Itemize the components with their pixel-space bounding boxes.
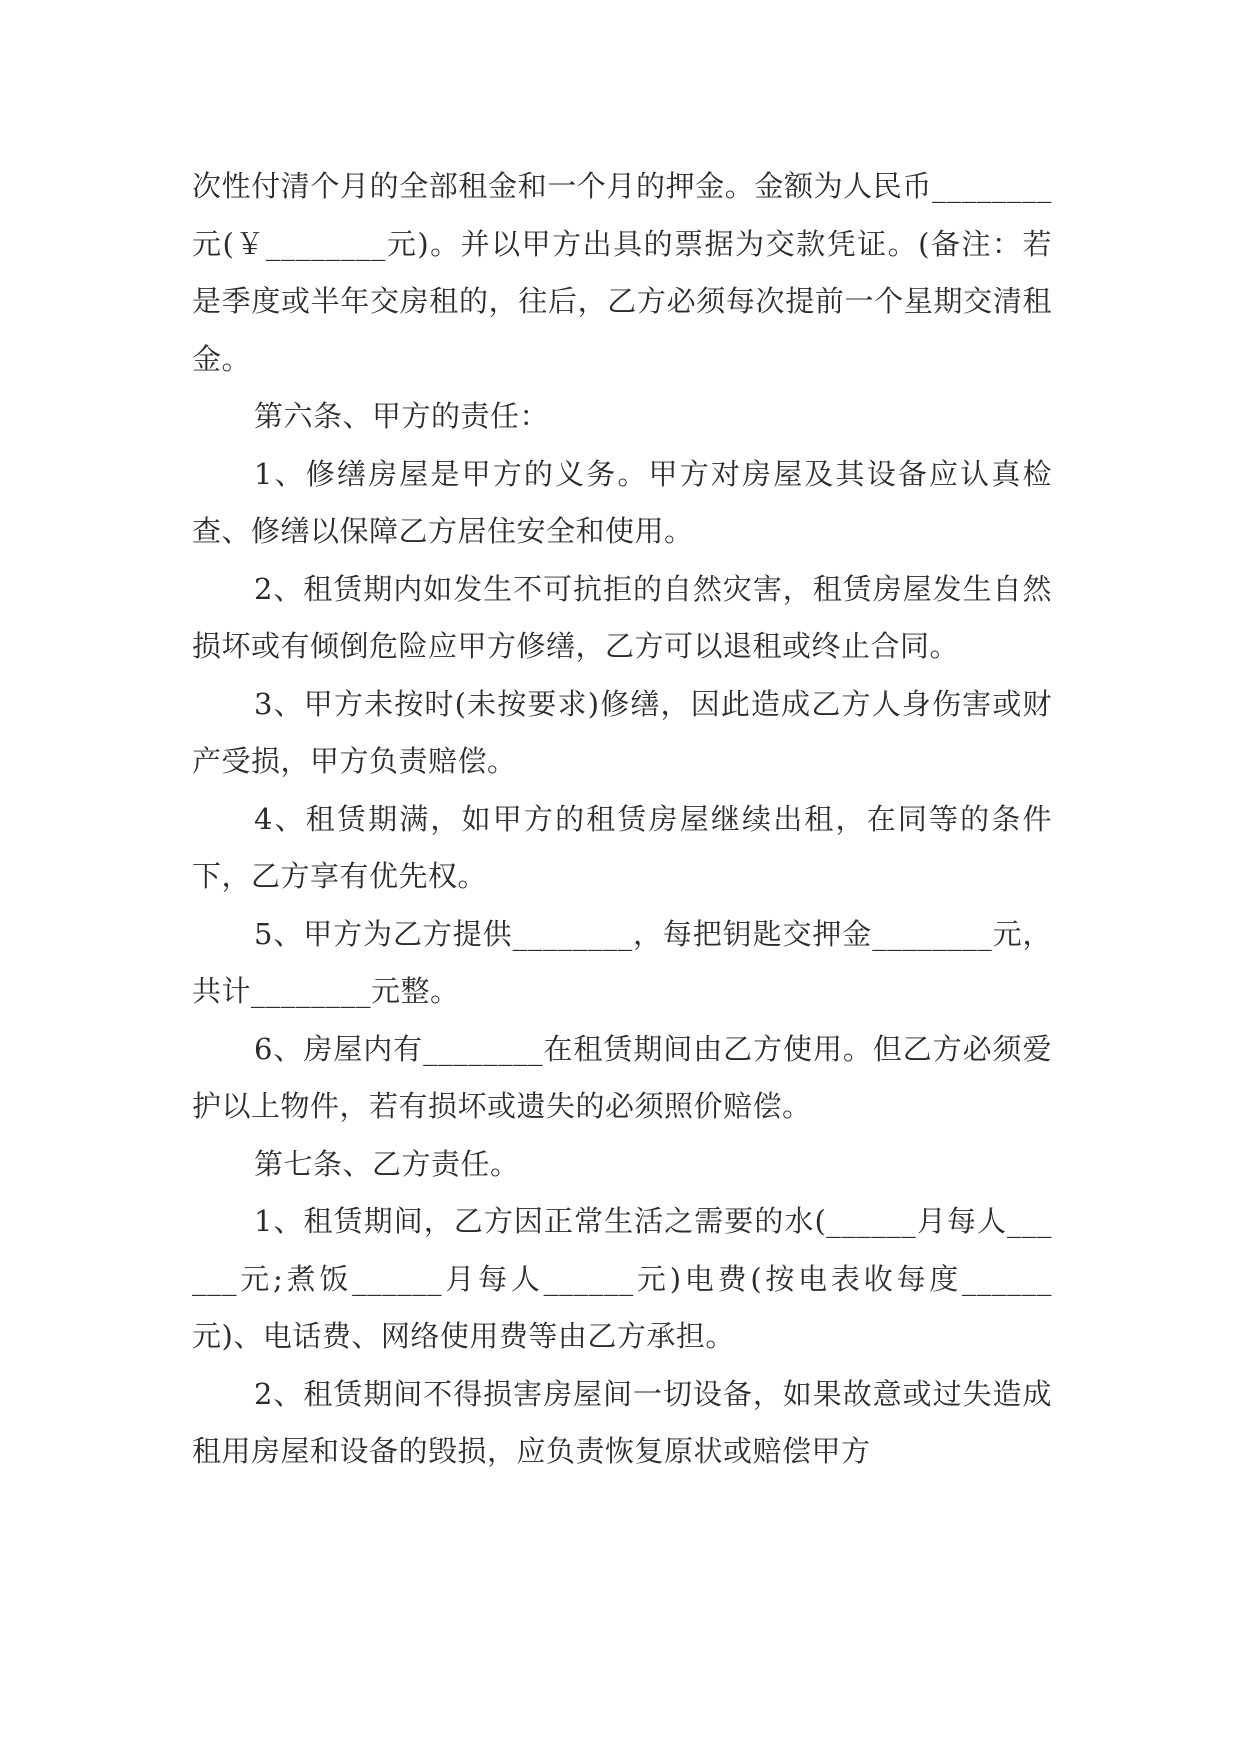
paragraph-6-4: 4、租赁期满，如甲方的租赁房屋继续出租，在同等的条件下，乙方享有优先权。 <box>192 801 1052 893</box>
paragraph-7-1: 1、租赁期间，乙方因正常生活之需要的水(______月每人______元;煮饭______月每人______元)电费(按电表收每度______元)、电话费、网络使用费等由乙方承担。 <box>192 1204 1052 1353</box>
paragraph-7-2: 2、租赁期间不得损害房屋间一切设备，如果故意或过失造成租用房屋和设备的毁损，应负责恢复原状或赔偿甲方 <box>192 1376 1052 1468</box>
paragraph-6-5: 5、甲方为乙方提供________，每把钥匙交押金________元，共计________元整。 <box>192 916 1052 1008</box>
paragraph-6-2: 2、租赁期内如发生不可抗拒的自然灾害，租赁房屋发生自然损坏或有倾倒危险应甲方修缮，乙方可以退租或终止合同。 <box>192 571 1052 663</box>
paragraph-payment-terms: 次性付清个月的全部租金和一个月的押金。金额为人民币________元(￥________元)。并以甲方出具的票据为交款凭证。(备注：若是季度或半年交房租的，往后，乙方必须每次提前一个星期交清租金。 <box>192 169 1052 376</box>
heading-article-7: 第七条、乙方责任。 <box>254 1146 520 1181</box>
paragraph-6-1: 1、修缮房屋是甲方的义务。甲方对房屋及其设备应认真检查、修缮以保障乙方居住安全和使用。 <box>192 456 1052 548</box>
heading-article-6: 第六条、甲方的责任： <box>254 399 550 433</box>
paragraph-6-6: 6、房屋内有________在租赁期间由乙方使用。但乙方必须爱护以上物件，若有损坏或遗失的必须照价赔偿。 <box>192 1031 1052 1123</box>
document-page <box>192 158 1052 1481</box>
paragraph-6-3: 3、甲方未按时(未按要求)修缮，因此造成乙方人身伤害或财产受损，甲方负责赔偿。 <box>192 686 1052 778</box>
